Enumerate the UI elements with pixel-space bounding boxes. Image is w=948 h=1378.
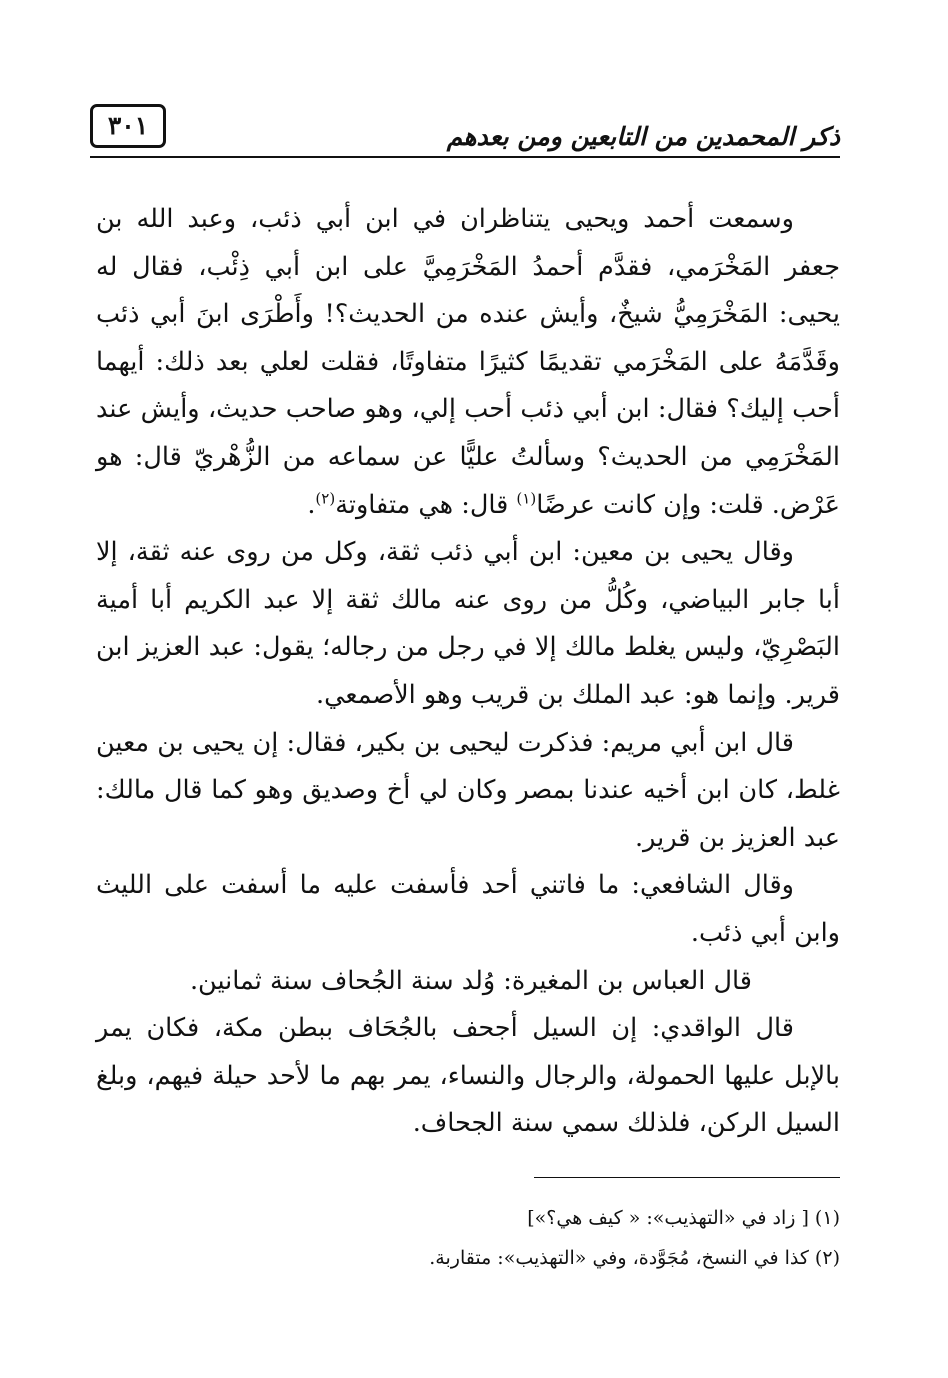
paragraph-4: وقال الشافعي: ما فاتني أحد فأسفت عليه ما أسفت على الليث وابن أبي ذئب.	[96, 870, 840, 948]
footnote-rule	[534, 1177, 840, 1178]
paragraph-6: قال الواقدي: إن السيل أجحف بالجُحَاف ببطن مكة، فكان يمر بالإبل عليها الحمولة، والرجال والنساء، يمر بهم ما لأحد حيلة فيهم، وبلغ السيل الركن، فلذلك سمي سنة الجحاف.	[96, 1013, 840, 1139]
paragraph-2: وقال يحيى بن معين: ابن أبي ذئب ثقة، وكل من روى عنه ثقة، إلا أبا جابر البياضي، وكُلُّ من روى عنه مالك ثقة إلا عبد الكريم أبا أمية البَصْرِيّ، وليس يغلط مالك إلا في رجل من رجاله؛ يقول: عبد العزيز ابن قرير. وإنما هو: عبد الملك بن قريب وهو الأصمعي.	[96, 537, 840, 710]
paragraph-5: قال العباس بن المغيرة: وُلد سنة الجُحاف سنة ثمانين.	[189, 965, 752, 996]
footnote-ref-1[interactable]: (١)	[516, 489, 537, 508]
footnotes	[96, 1198, 840, 1278]
running-title: ذكر المحمدين من التابعين ومن بعدهم	[446, 122, 840, 151]
paragraph-1-end: .	[307, 489, 316, 520]
footnote-1: (١) [ زاد في «التهذيب»: « كيف هي؟»]	[527, 1207, 840, 1229]
paragraph-1-text: وسمعت أحمد ويحيى يتناظران في ابن أبي ذئب، وعبد الله بن جعفر المَخْرَمي، فقدَّم أحمدُ المَخْرَمِيَّ على ابن أبي ذِئْب، فقال له يحيى: المَخْرَمِيُّ شيخٌ، وأيش عنده من الحديث؟! وأَطْرَى ابنَ أبي ذئب وقَدَّمَهُ على المَخْرَمي تقديمًا كثيرًا متفاوتًا، فقلت لعلي بعد ذلك: أيهما أحب إليك؟ فقال: ابن أبي ذئب أحب إلي، وهو صاحب حديث، وأيش عند المَخْرَمِي من الحديث؟ وسألتُ عليًّا عن سماعه من الزُّهْريّ قال: هو عَرْض. قلت: وإن كانت عرضًا	[96, 204, 840, 520]
main-text	[96, 196, 840, 1148]
paragraph-1-tail: قال: هي متفاوتة	[335, 489, 509, 520]
page-header	[90, 100, 840, 158]
header-rule	[90, 156, 840, 158]
paragraph-3: قال ابن أبي مريم: فذكرت ليحيى بن بكير، فقال: إن يحيى بن معين غلط، كان ابن أخيه عندنا بمصر وكان لي أخ وصديق وهو كما قال مالك: عبد العزيز بن قرير.	[96, 727, 840, 853]
page-number: ٣٠١	[90, 104, 166, 148]
footnote-ref-2[interactable]: (٢)	[315, 489, 336, 508]
footnote-2: (٢) كذا في النسخ، مُجَوَّدة، وفي «التهذيب»: متقاربة.	[429, 1247, 840, 1269]
paragraph-1	[96, 196, 840, 529]
